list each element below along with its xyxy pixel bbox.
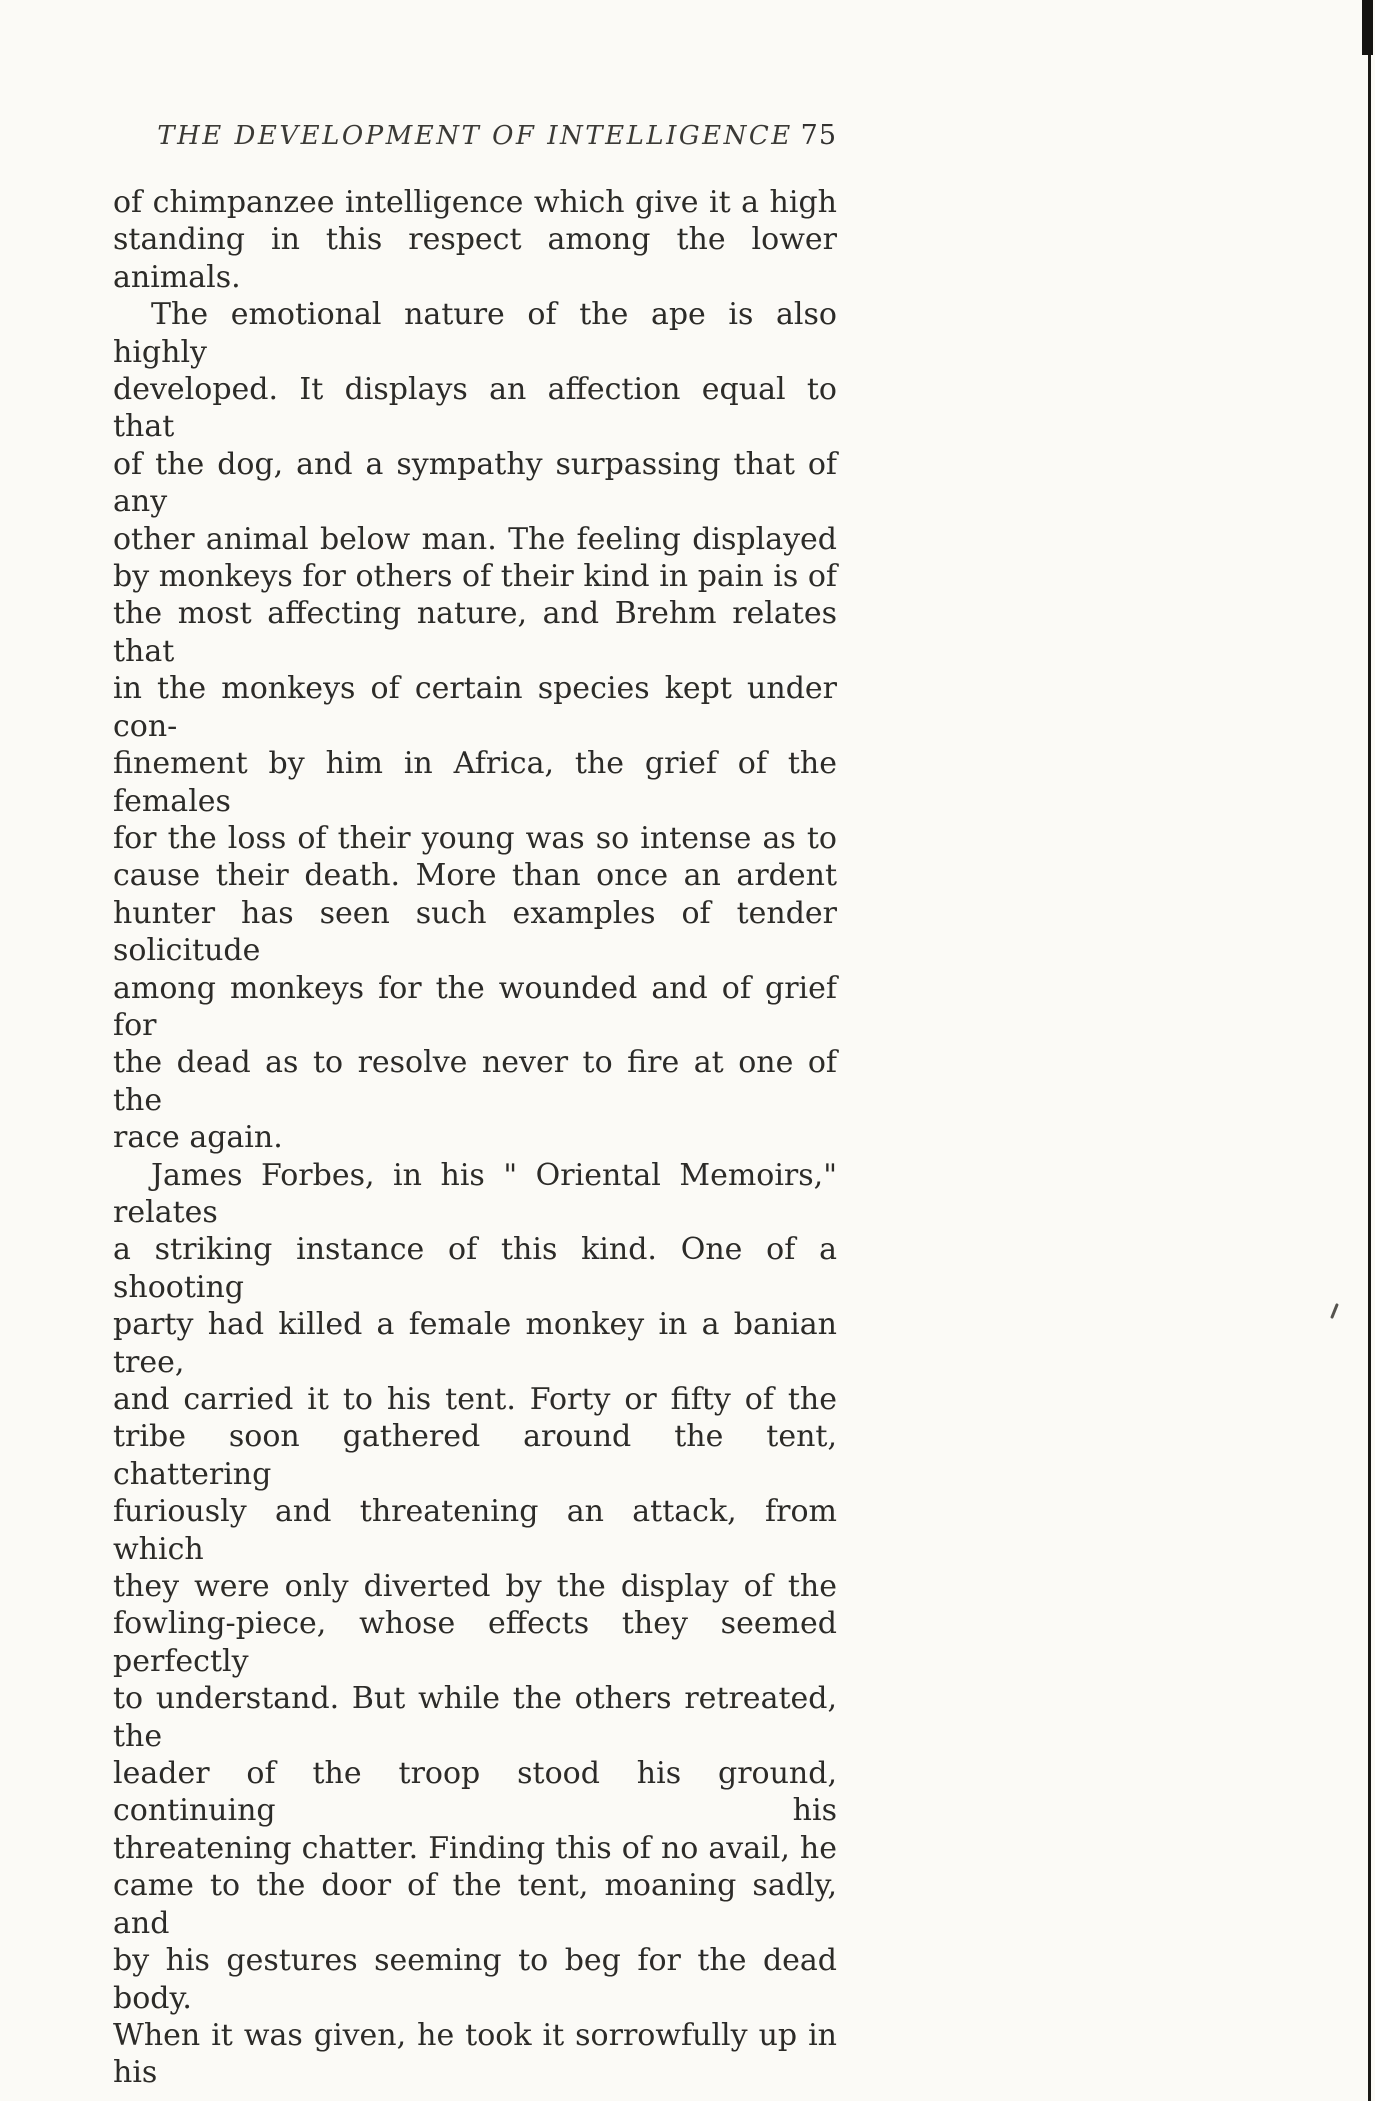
paragraph [113,1157,837,2092]
paragraph [113,184,837,296]
text-line: for the loss of their young was so intense as to [113,820,837,856]
text-line: the dead as to resolve never to fire at one of the [113,1045,837,1118]
text-line: of the dog, and a sympathy surpassing that of any [113,446,837,520]
text-line: cause their death. More than once an ardent [113,858,837,894]
text-line: they were only diverted by the display of the [113,1569,837,1605]
body-text [113,184,837,2092]
text-line: the most affecting nature, and Brehm relates that [113,596,837,669]
text-line: finement by him in Africa, the grief of the females [113,746,837,819]
text-line: came to the door of the tent, moaning sadly, and [113,1868,837,1941]
scan-edge-line-top [1362,0,1373,55]
text-line: among monkeys for the wounded and of grief for [113,970,837,1043]
text-line: James Forbes, in his " Oriental Memoirs," relates [113,1157,837,1230]
text-line: race again. [113,1120,283,1156]
text-line: a striking instance of this kind. One of a shooting [113,1232,837,1305]
scan-tick-mark [1330,1303,1339,1319]
text-line: by monkeys for others of their kind in pain is of [113,559,837,595]
text-line: to understand. But while the others retreated, the [113,1681,837,1754]
text-line: by his gestures seeming to beg for the dead body. [113,1943,837,2016]
header-title: THE DEVELOPMENT OF INTELLIGENCE [157,121,793,151]
text-line: party had killed a female monkey in a banian tree, [113,1307,837,1380]
text-line: leader of the troop stood his ground, continuing his [113,1756,837,1829]
text-line: developed. It displays an affection equal to that [113,372,837,445]
paragraph [113,296,837,1156]
text-line: fowling-piece, whose effects they seemed perfectly [113,1606,837,1679]
book-page [113,118,837,2092]
text-line: in the monkeys of certain species kept under con- [113,671,837,744]
text-line: threatening chatter. Finding this of no avail, he [113,1830,837,1866]
text-line: standing in this respect among the lower animals. [113,222,837,295]
text-line: furiously and threatening an attack, from which [113,1494,837,1567]
text-line: tribe soon gathered around the tent, chattering [113,1419,837,1492]
text-line: other animal below man. The feeling displayed [113,521,837,557]
text-line: When it was given, he took it sorrowfully up in his [113,2017,837,2091]
text-line: and carried it to his tent. Forty or fifty of the [113,1382,837,1417]
page-number: 75 [800,120,837,151]
running-header [113,118,837,154]
text-line: of chimpanzee intelligence which give it a high [113,185,837,220]
scan-edge-line [1368,0,1371,2101]
text-line: The emotional nature of the ape is also highly [113,297,837,370]
text-line: hunter has seen such examples of tender solicitude [113,895,837,969]
